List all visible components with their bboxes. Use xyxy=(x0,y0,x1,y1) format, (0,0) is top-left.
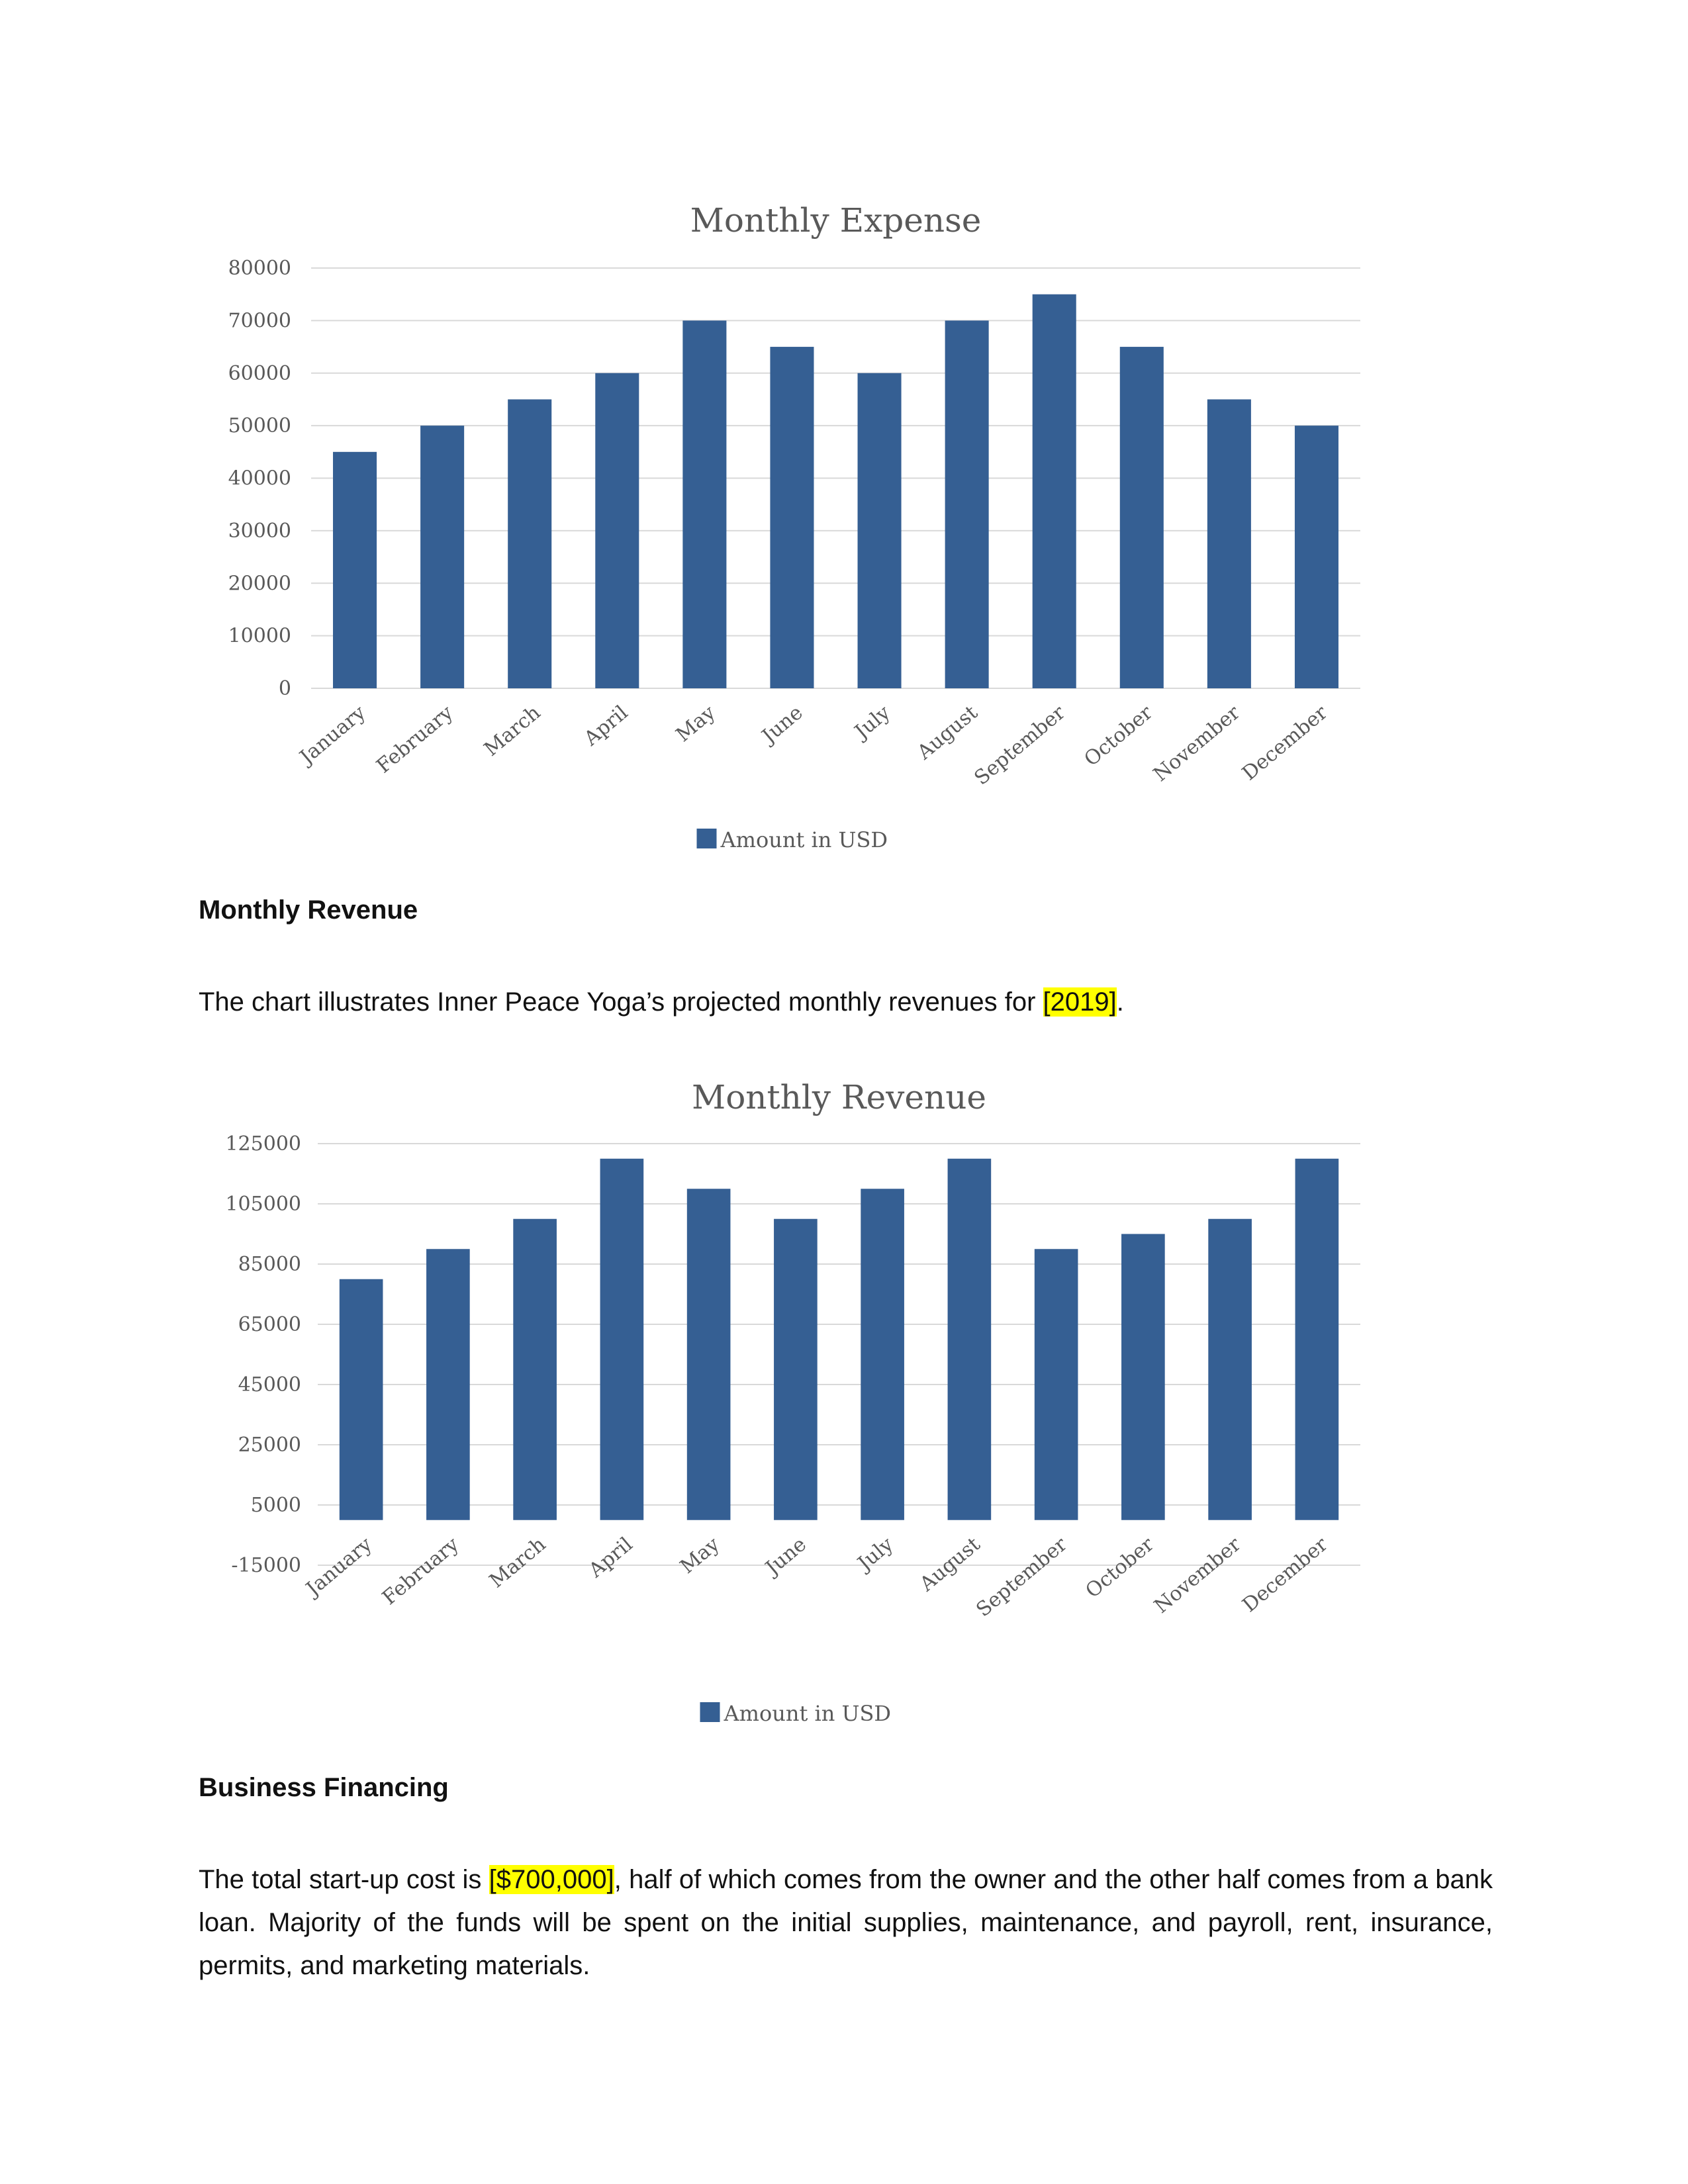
legend-label: Amount in USD xyxy=(720,827,888,852)
y-tick-label: 80000 xyxy=(228,257,291,280)
y-tick-label: 20000 xyxy=(228,572,291,596)
bar xyxy=(600,1159,644,1520)
x-tick-label: April xyxy=(579,701,633,751)
business-financing-paragraph xyxy=(199,1858,1493,1987)
bar xyxy=(770,347,814,688)
monthly-revenue-paragraph xyxy=(199,981,1493,1024)
x-tick-label: March xyxy=(485,1533,551,1593)
x-tick-label: January xyxy=(295,701,371,769)
bar xyxy=(1035,1249,1078,1520)
bar xyxy=(333,452,377,688)
x-tick-label: February xyxy=(378,1533,464,1610)
x-tick-label: July xyxy=(853,1533,898,1576)
x-tick-label: October xyxy=(1081,1533,1159,1603)
bar xyxy=(1295,426,1338,688)
x-tick-label: April xyxy=(585,1533,637,1582)
x-tick-label: May xyxy=(676,1533,724,1579)
x-tick-label: July xyxy=(850,701,895,744)
y-tick-label: 25000 xyxy=(238,1433,301,1457)
bar xyxy=(513,1219,557,1520)
legend-swatch xyxy=(697,829,717,848)
bar xyxy=(858,373,902,688)
business-financing-heading: Business Financing xyxy=(199,1773,449,1802)
y-tick-label: 70000 xyxy=(228,309,291,333)
bar xyxy=(861,1189,904,1520)
x-tick-label: May xyxy=(671,701,720,747)
y-tick-label: -15000 xyxy=(231,1554,301,1577)
x-tick-label: December xyxy=(1238,1533,1333,1617)
bar xyxy=(426,1249,470,1520)
y-tick-label: 30000 xyxy=(228,519,291,543)
x-tick-label: October xyxy=(1080,701,1157,772)
x-tick-label: January xyxy=(302,1533,377,1601)
y-tick-label: 5000 xyxy=(250,1494,301,1517)
bar xyxy=(420,426,464,688)
y-tick-label: 40000 xyxy=(228,467,291,490)
y-tick-label: 85000 xyxy=(238,1253,301,1276)
financing-text-end: , half of which comes from the owner and the other half comes from a bank loan. Majority of the funds will be spent on the initial supplies, maintenance, and payroll, rent, insurance, permits, and marketing materials. xyxy=(199,1865,1493,1980)
highlighted-year: [2019] xyxy=(1043,987,1117,1017)
bar xyxy=(595,373,639,688)
x-tick-label: June xyxy=(761,1533,812,1580)
monthly-expense-chart xyxy=(192,185,1377,887)
y-tick-label: 0 xyxy=(278,677,291,700)
legend-swatch xyxy=(700,1702,720,1722)
bar xyxy=(1120,347,1164,688)
x-tick-label: December xyxy=(1238,701,1333,786)
bar xyxy=(340,1279,383,1520)
chart-title: Monthly Revenue xyxy=(692,1078,986,1116)
y-tick-label: 10000 xyxy=(228,624,291,648)
x-tick-label: March xyxy=(479,701,545,761)
y-tick-label: 125000 xyxy=(225,1132,301,1156)
y-tick-label: 65000 xyxy=(238,1313,301,1336)
bar xyxy=(945,320,989,688)
x-tick-label: June xyxy=(757,701,808,749)
bar xyxy=(1207,399,1251,688)
bar xyxy=(1295,1159,1339,1520)
monthly-expense-chart-svg xyxy=(192,185,1377,887)
y-tick-label: 45000 xyxy=(238,1373,301,1396)
financing-text: The total start-up cost is xyxy=(199,1865,489,1894)
bar xyxy=(1208,1219,1252,1520)
bar xyxy=(1033,295,1076,688)
revenue-text-end: . xyxy=(1116,987,1124,1017)
y-tick-label: 50000 xyxy=(228,414,291,438)
bar xyxy=(508,399,551,688)
x-tick-label: September xyxy=(972,1533,1072,1622)
monthly-revenue-heading: Monthly Revenue xyxy=(199,895,418,925)
monthly-revenue-chart xyxy=(192,1059,1377,1760)
revenue-text: The chart illustrates Inner Peace Yoga’s projected monthly revenues for xyxy=(199,987,1043,1017)
bar xyxy=(687,1189,731,1520)
bar xyxy=(682,320,726,688)
x-tick-label: September xyxy=(970,701,1070,790)
x-tick-label: November xyxy=(1150,1533,1246,1618)
bar xyxy=(774,1219,818,1520)
x-tick-label: August xyxy=(913,701,982,764)
y-tick-label: 105000 xyxy=(225,1193,301,1216)
bar xyxy=(1121,1234,1165,1520)
y-tick-label: 60000 xyxy=(228,361,291,385)
highlighted-cost: [$700,000] xyxy=(489,1865,614,1894)
legend-label: Amount in USD xyxy=(724,1701,892,1726)
monthly-revenue-chart-svg xyxy=(192,1059,1377,1760)
x-tick-label: February xyxy=(372,701,458,778)
chart-title: Monthly Expense xyxy=(690,201,982,240)
x-tick-label: August xyxy=(915,1533,985,1596)
chart-legend xyxy=(697,827,888,852)
x-tick-label: November xyxy=(1149,701,1245,787)
bar xyxy=(948,1159,992,1520)
chart-legend xyxy=(700,1701,892,1726)
